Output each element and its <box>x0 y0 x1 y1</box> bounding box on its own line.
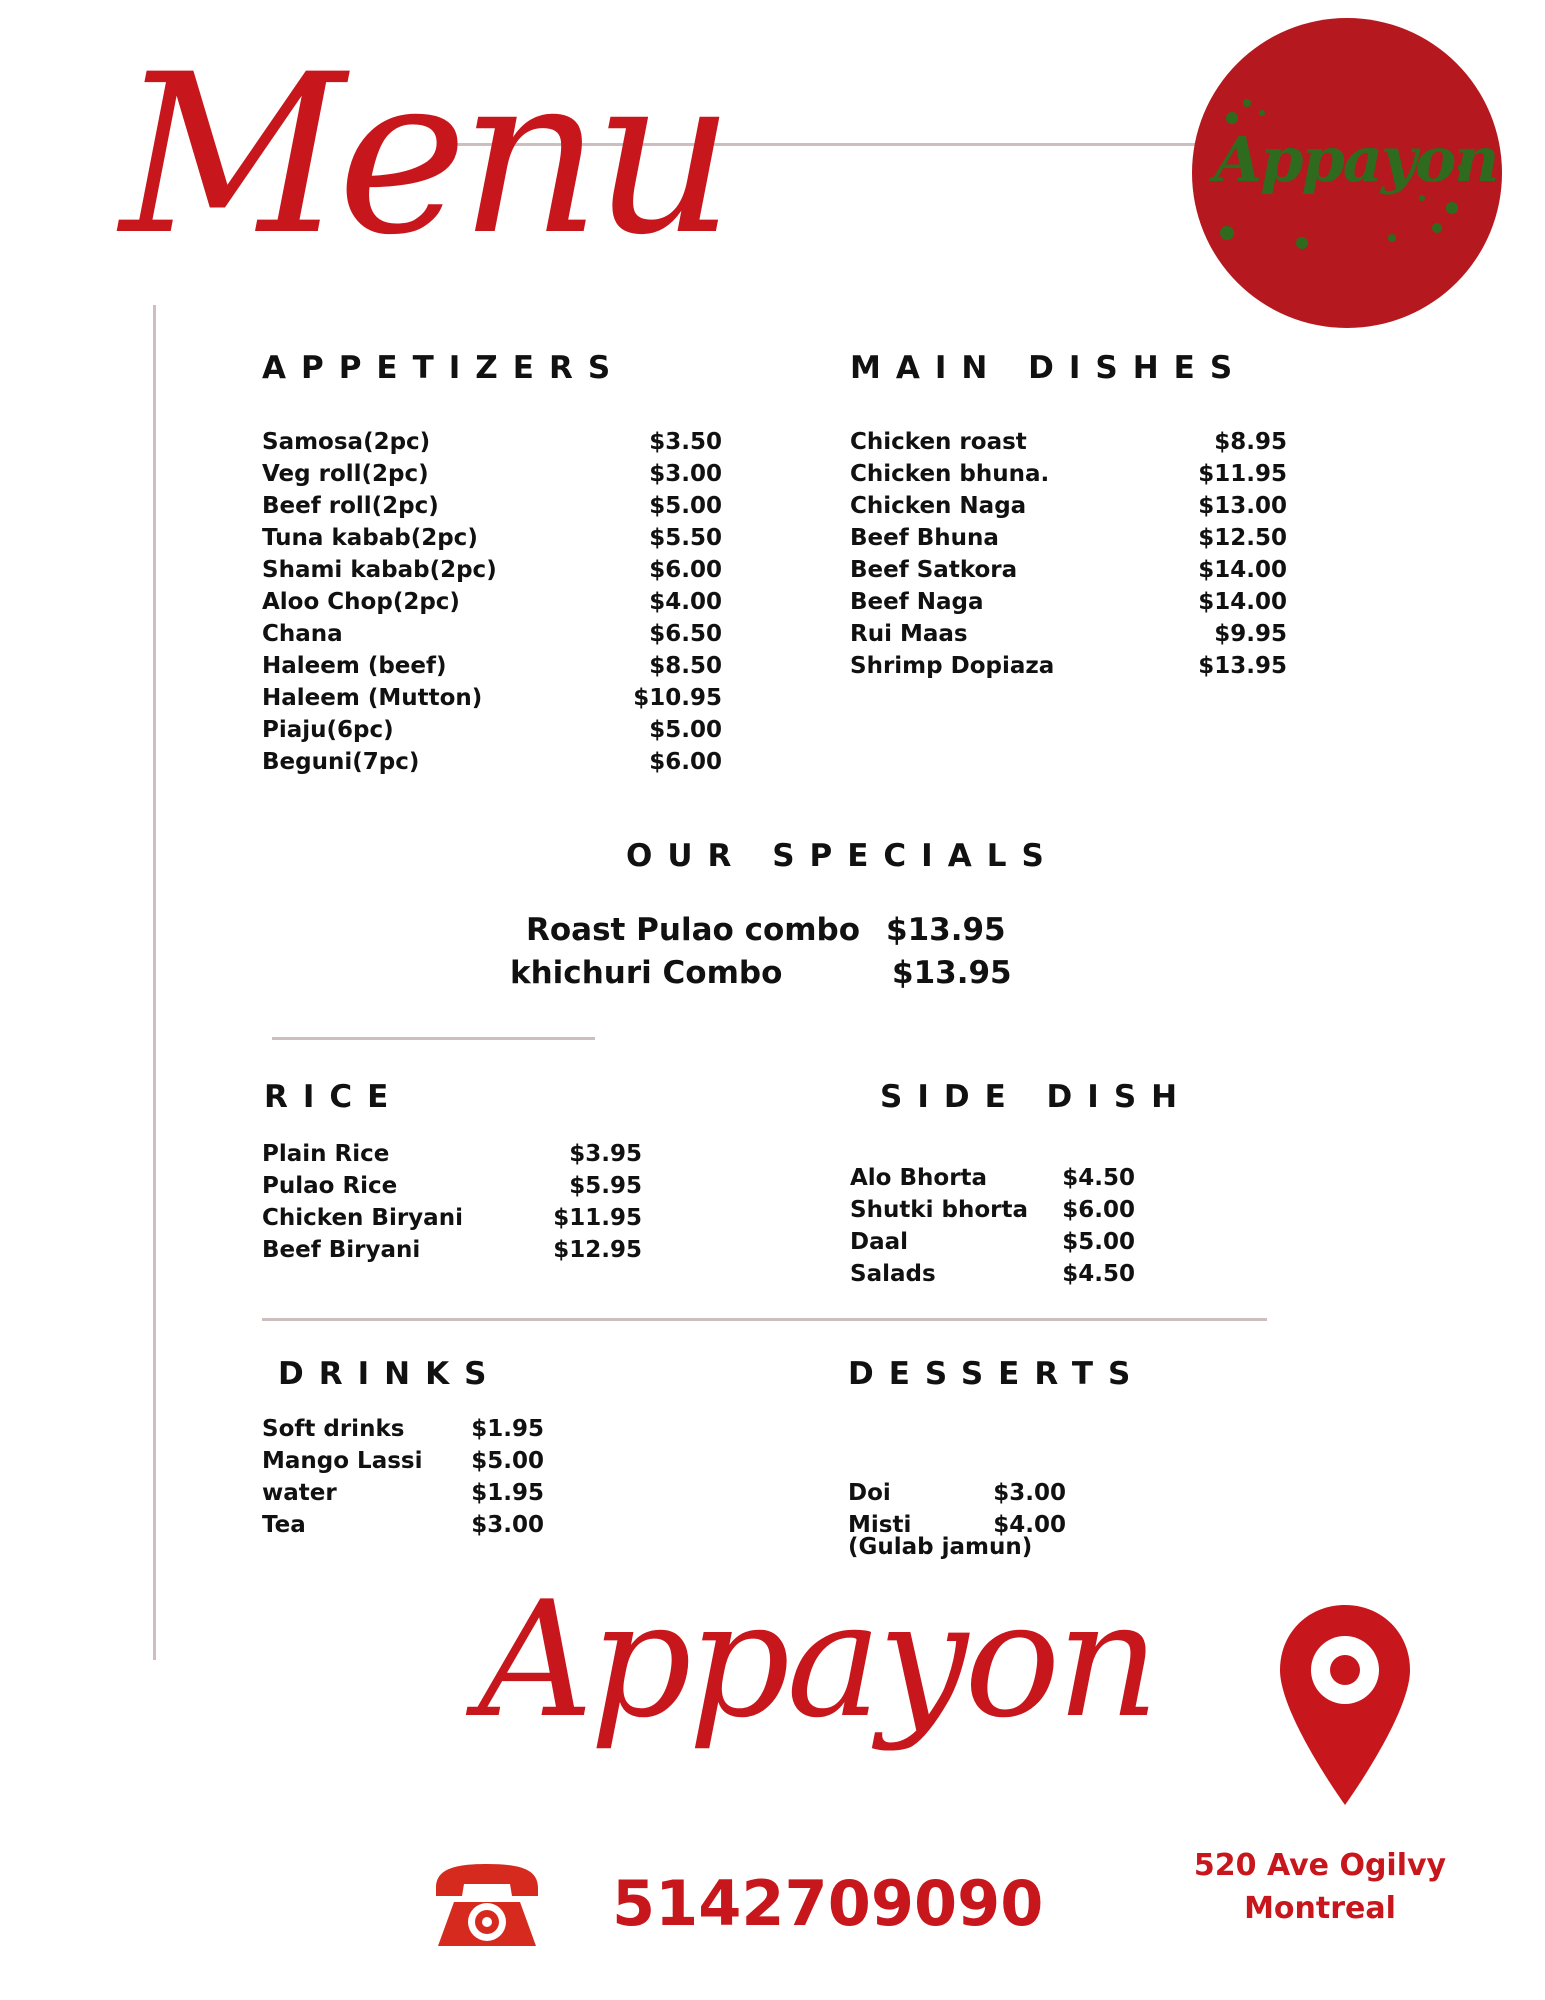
menu-item <box>262 554 722 586</box>
menu-item-name: Beef Biryani <box>262 1237 421 1263</box>
menu-item-price: $6.00 <box>649 557 722 583</box>
menu-item-name: Tea <box>262 1512 306 1538</box>
menu-item-name: Chana <box>262 621 343 647</box>
menu-item-name: Shutki bhorta <box>850 1197 1028 1223</box>
menu-item-name: Chicken Naga <box>850 493 1027 519</box>
menu-item-price: $1.95 <box>471 1480 544 1506</box>
menu-item <box>262 1234 642 1266</box>
menu-item <box>850 1258 1135 1290</box>
main-dishes-title: MAIN DISHES <box>850 350 1248 386</box>
vertical-divider <box>153 305 156 1660</box>
menu-item-price: $3.95 <box>569 1141 642 1167</box>
menu-item-name: Misti <box>848 1512 912 1538</box>
menu-item <box>850 1194 1135 1226</box>
menu-item-name: Haleem (beef) <box>262 653 447 679</box>
menu-item-name: Plain Rice <box>262 1141 390 1167</box>
specials-title: OUR SPECIALS <box>626 838 1059 874</box>
menu-item-price: $6.00 <box>649 749 722 775</box>
telephone-icon <box>432 1862 542 1950</box>
menu-item-name: Samosa(2pc) <box>262 429 431 455</box>
menu-item-name: Daal <box>850 1229 909 1255</box>
menu-item <box>262 1413 544 1445</box>
menu-item <box>850 586 1287 618</box>
menu-item <box>850 490 1287 522</box>
special-item-price: $13.95 <box>892 955 1012 991</box>
appetizers-title: APPETIZERS <box>262 350 626 386</box>
menu-item <box>262 746 722 778</box>
menu-item <box>848 1477 1066 1509</box>
menu-item-name: Salads <box>850 1261 936 1287</box>
menu-item-price: $5.00 <box>649 493 722 519</box>
menu-item-price: $11.95 <box>1198 461 1287 487</box>
menu-item-price: $4.50 <box>1062 1261 1135 1287</box>
menu-item <box>850 650 1287 682</box>
menu-item-name: Beef roll(2pc) <box>262 493 439 519</box>
menu-item-price: $10.95 <box>633 685 722 711</box>
menu-item-name: Shami kabab(2pc) <box>262 557 497 583</box>
specials-divider <box>272 1037 595 1040</box>
menu-item-price: $3.00 <box>649 461 722 487</box>
menu-item-name: Haleem (Mutton) <box>262 685 483 711</box>
drinks-title: DRINKS <box>278 1356 502 1392</box>
menu-item-price: $6.00 <box>1062 1197 1135 1223</box>
menu-item-name: Beef Naga <box>850 589 984 615</box>
menu-item <box>262 1509 544 1541</box>
menu-item-name: Beguni(7pc) <box>262 749 420 775</box>
special-item-name: Roast Pulao combo <box>526 912 861 948</box>
menu-item <box>262 1138 642 1170</box>
phone-number: 5142709090 <box>612 1867 1044 1940</box>
logo-text: Appayon <box>1214 123 1498 196</box>
desserts-title: DESSERTS <box>848 1356 1146 1392</box>
menu-item-price: $3.00 <box>993 1480 1066 1506</box>
menu-item <box>262 1445 544 1477</box>
menu-item-name: Aloo Chop(2pc) <box>262 589 460 615</box>
menu-item <box>262 682 722 714</box>
special-item-price: $13.95 <box>886 912 1006 948</box>
menu-item-name: Alo Bhorta <box>850 1165 988 1191</box>
menu-item <box>262 1202 642 1234</box>
address-line1: 520 Ave Ogilvy <box>1193 1848 1447 1883</box>
menu-item <box>850 522 1287 554</box>
menu-item-price: $13.95 <box>1198 653 1287 679</box>
menu-item-price: $5.00 <box>649 717 722 743</box>
menu-item-name: Chicken bhuna. <box>850 461 1050 487</box>
menu-item-price: $6.50 <box>649 621 722 647</box>
menu-item-price: $13.00 <box>1198 493 1287 519</box>
menu-item-name: Beef Satkora <box>850 557 1018 583</box>
menu-item-name: Veg roll(2pc) <box>262 461 429 487</box>
menu-item-price: $4.00 <box>649 589 722 615</box>
menu-item-name: Soft drinks <box>262 1416 405 1442</box>
menu-item-price: $12.95 <box>553 1237 642 1263</box>
menu-item-price: $1.95 <box>471 1416 544 1442</box>
menu-item-price: $5.95 <box>569 1173 642 1199</box>
logo <box>1192 18 1502 328</box>
menu-item <box>262 490 722 522</box>
menu-item <box>262 586 722 618</box>
menu-item-name: water <box>262 1480 337 1506</box>
menu-item-price: $4.50 <box>1062 1165 1135 1191</box>
menu-item-name: Pulao Rice <box>262 1173 398 1199</box>
menu-item-name: Beef Bhuna <box>850 525 999 551</box>
menu-item-name: Doi <box>848 1480 891 1506</box>
menu-item-name: Chicken roast <box>850 429 1027 455</box>
menu-item-price: $5.00 <box>1062 1229 1135 1255</box>
menu-item-price: $9.95 <box>1214 621 1287 647</box>
menu-item <box>262 426 722 458</box>
special-item-name: khichuri Combo <box>510 955 783 991</box>
menu-item-price: $8.95 <box>1214 429 1287 455</box>
menu-item-price: $3.50 <box>649 429 722 455</box>
menu-item-price: $8.50 <box>649 653 722 679</box>
location-pin-icon <box>1280 1605 1410 1805</box>
menu-item-price: $11.95 <box>553 1205 642 1231</box>
menu-item <box>262 458 722 490</box>
menu-item-price: $14.00 <box>1198 557 1287 583</box>
menu-item-price: $5.00 <box>471 1448 544 1474</box>
menu-item <box>850 458 1287 490</box>
address-line2: Montreal <box>1244 1891 1396 1926</box>
menu-item <box>850 554 1287 586</box>
menu-item-price: $5.50 <box>649 525 722 551</box>
menu-item <box>262 650 722 682</box>
menu-item <box>850 1226 1135 1258</box>
menu-item-name: Tuna kabab(2pc) <box>262 525 478 551</box>
side-dish-title: SIDE DISH <box>880 1079 1193 1115</box>
menu-item-price: $3.00 <box>471 1512 544 1538</box>
menu-item-name: Shrimp Dopiaza <box>850 653 1055 679</box>
menu-item <box>850 618 1287 650</box>
menu-item <box>850 1162 1135 1194</box>
menu-item <box>262 1170 642 1202</box>
menu-item <box>850 426 1287 458</box>
menu-item-name: Rui Maas <box>850 621 968 647</box>
menu-item <box>262 618 722 650</box>
menu-item <box>262 714 722 746</box>
menu-item-price: $4.00 <box>993 1512 1066 1538</box>
rice-title: RICE <box>264 1079 404 1115</box>
menu-item-name: Chicken Biryani <box>262 1205 463 1231</box>
menu-item-name: Piaju(6pc) <box>262 717 394 743</box>
menu-title: Menu <box>120 27 727 283</box>
menu-item <box>262 1477 544 1509</box>
menu-item-price: $12.50 <box>1198 525 1287 551</box>
footer-brand: Appayon <box>478 1566 1156 1753</box>
menu-item <box>262 522 722 554</box>
menu-item-price: $14.00 <box>1198 589 1287 615</box>
menu-item-name: Mango Lassi <box>262 1448 423 1474</box>
drinks-divider <box>262 1318 1267 1321</box>
desserts-note: (Gulab jamun) <box>848 1534 1033 1560</box>
